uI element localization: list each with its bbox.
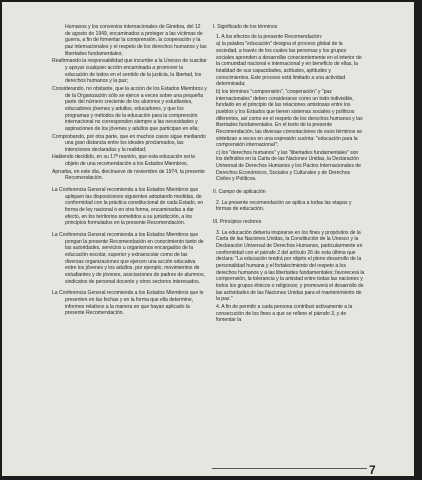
- article-paragraph: 1. A los efectos de la presente Recomendación:: [216, 33, 323, 40]
- paragraph-lead: Reafirmando: [52, 58, 81, 65]
- preamble-paragraph: Reafirmando la responsabilidad que incumbe a la Unesco de suscitar y apoyar cualquier acción encaminada a promover la educación de todos en el sentido de la justicia, la libertad, los derechos humanos y la paz;: [52, 58, 207, 85]
- article-paragraph: b) los términos "comprensión", "cooperación" y "paz internacionales" deben considerarse como un todo indivisible, fundado en el principio de las relaciones amistosas entre los pueblos y los Estados que tienen sistemas sociales y políticos diferentes, así como en el respeto de los derechos humanos y las libertades fundamentales. En el texto de la presente Recomendación, las diversas connotaciones de esos términos se sintetizan a veces en una expresión sucinta: "educación para la comprensión internacional";: [216, 88, 363, 149]
- section-heading: III. Principios rectores: [213, 219, 262, 226]
- article-paragraph: 2. La presente recomendación se aplica a todas las etapas y formas de educación.: [216, 199, 352, 213]
- article-paragraph: 4. A fin de permitir a cada persona contribuir activamente a la consecución de los fines a que se refiere el párrafo 3, y de fomentar la: [216, 303, 353, 324]
- paragraph-lead: Aprueba,: [52, 168, 73, 175]
- page-number: 7: [369, 463, 376, 476]
- preamble-paragraph: Humanos y los convenios internacionales de Ginebra, del 12 de agosto de 1949, encaminados a proteger a las víctimas de guerra, a fin de fomentar la comprensión, la cooperación y la paz internacionales y el respeto de los derechos humanos y las libertades fundamentales;: [65, 24, 207, 57]
- recommendation-paragraph: La Conferencia General recomienda a los Estados Miembros que apliquen las disposiciones siguientes adoptando medidas, de conformidad con la práctica constitucional de cada Estado, en forma de ley nacional o en otra forma, encaminadas a dar efecto, en los territorios sometidos a su jurisdicción, a los principios formulados en la presente Recomendación.: [52, 187, 204, 227]
- recommendation-paragraph: La Conferencia General recomienda a los Estados Miembros que pongan la presente Recomendación en conocimiento tanto de las autoridades, servicios u organismos encargados de la educación escolar, superior y extraescolar como de las diversas organizaciones que ejercen una acción educativa entre los jóvenes y los adultos, por ejemplo, movimientos de estudiantes y de jóvenes, asociaciones de padres de alumnos, sindicatos de personal docente y otros sectores interesados.: [52, 232, 205, 285]
- article-paragraph: c) los "derechos humanos" y las "libertades fundamentales" son los definidos en la Carta de las Naciones Unidas, la Declaración Universal de Derechos Humanos y los Pactos Internacionales de Derechos Económicos, Sociales y Culturales y de Derechos Civiles y Políticos.: [216, 149, 361, 183]
- recommendation-paragraph: La Conferencia General recomienda a los Estados Miembros que le presenten en las fechas y en la forma que ella determine, informes relativos a la manera en que hayan aplicado la presente Recomendación.: [52, 290, 204, 317]
- document-page: [2, 2, 414, 476]
- preamble-paragraph: Habiendo decidido, en su 17ª reunión, que esta educación sería objeto de una recomendación a los Estados Miembros,: [52, 154, 195, 168]
- footer-rule: [212, 468, 367, 469]
- section-heading: II. Campo de aplicación: [213, 189, 266, 196]
- preamble-paragraph: Aprueba, en este día, diecinueve de noviembre de 1974, la presente Recomendación.: [52, 168, 205, 182]
- preamble-paragraph: Comprobando, por otra parte, que en muchos casos sigue mediando una gran distancia entre los ideales proclamados, las intenciones declaradas y la realidad;: [52, 133, 206, 153]
- section-heading: I. Significado de los términos: [213, 24, 278, 30]
- paragraph-lead: Habiendo decidido,: [52, 154, 96, 161]
- right-column: [213, 24, 365, 324]
- left-column: [52, 24, 207, 317]
- article-paragraph: a) la palabra "educación" designa el proceso global de la sociedad, a través de los cuales las personas y los grupos sociales aprenden a desarrollar conscientemente en el interior de la comunidad nacional e internacional y en beneficio de ellas, la totalidad de sus capacidades, actitudes, aptitudes y conocimientos. Este proceso está limitado a una actividad determinada;: [216, 41, 362, 88]
- preamble-paragraph: Considerando, no obstante, que la acción de los Estados Miembros y de la Organización sólo se ejerce a veces sobre una pequeña parte del número creciente de los alumnos y estudiantes, educadores jóvenes y adultos, educadores, y que los programas y métodos de la educación para la comprensión internacional no corresponden siempre a las necesidades y aspiraciones de los jóvenes y adultos que participan en ella;: [52, 85, 207, 132]
- paragraph-lead: Comprobando,: [52, 133, 86, 140]
- article-paragraph: 3. La educación debería inspirarse en los fines y propósitos de la Carta de las Naciones Unidas, la Constitución de la Unesco y la Declaración Universal de Derechos Humanos, particularmente en conformidad con el párrafo 2 del artículo 26 de esta última que declara: "La educación tendrá por objeto el pleno desarrollo de la personalidad humana y el fortalecimiento del respeto a los derechos humanos y a las libertades fundamentales; favorecerá la comprensión, la tolerancia y la amistad entre todas las naciones y todos los grupos étnicos o religiosos; y promoverá el desarrollo de las actividades de las Naciones Unidas para el mantenimiento de la paz.": [216, 229, 365, 303]
- paragraph-lead: Considerando,: [52, 85, 85, 92]
